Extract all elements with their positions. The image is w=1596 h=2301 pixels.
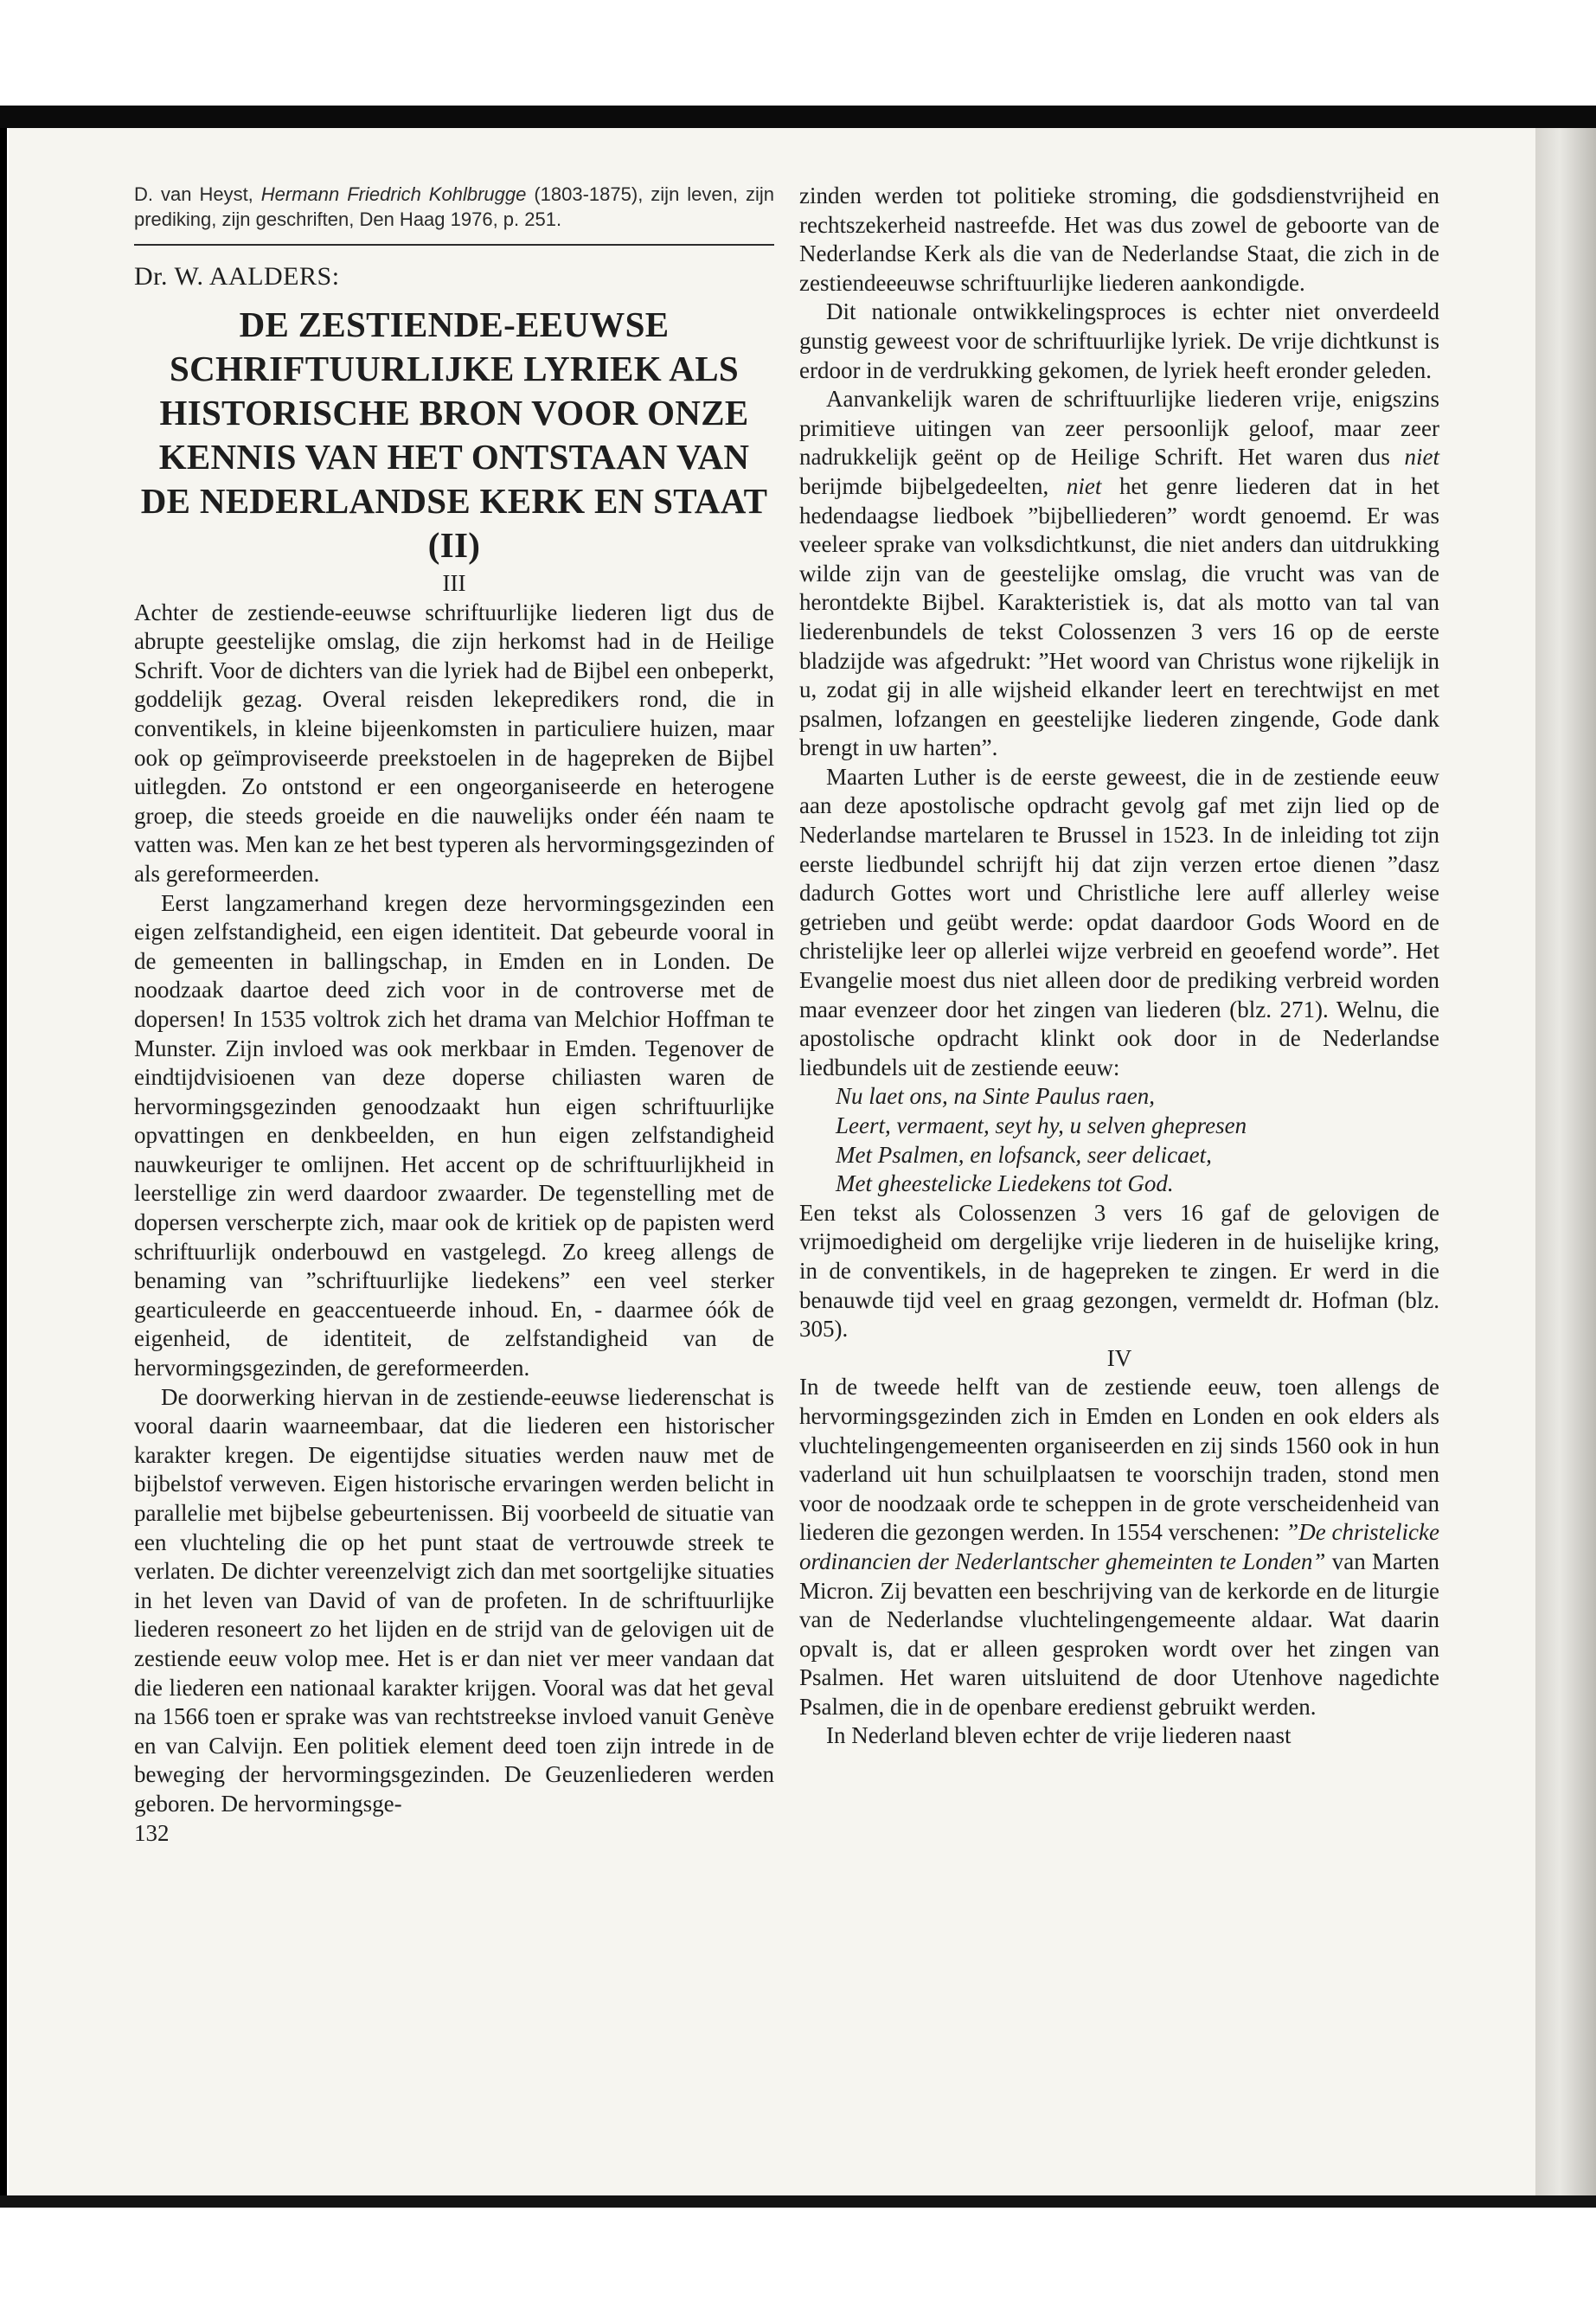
paragraph: Een tekst als Colossenzen 3 vers 16 gaf de gelovigen de vrijmoedigheid om dergelijke vrije liederen in de huiselijke kring, in de conventikels, in de hagepreken te zingen. Er werd in die benauwde tijd veel en graag gezongen, vermeldt dr. Hofman (blz. 305). — [799, 1199, 1439, 1343]
paragraph: Achter de zestiende-eeuwse schriftuurlijke liederen ligt dus de abrupte geestelijke omslag, die zijn herkomst had in de Heilige Schrift. Voor de dichters van die lyriek had de Bijbel een onbeperkt, goddelijk gezag. Overal reisden lekepredikers rond, die in conventikels, in kleine bijeenkomsten in particuliere huizen, maar ook op geïmproviseerde preekstoelen in de hagepreken de Bijbel uitlegden. Zo ontstond er een ongeorganiseerde en heterogene groep, die steeds groeide en die nauwelijks onder één naam te vatten was. Men kan ze het best typeren als hervormingsgezinden of als gereformeerden. — [134, 599, 774, 887]
paragraph: zinden werden tot politieke stroming, die godsdienstvrijheid en rechtszekerheid nastreefde. Het was dus zowel de geboorte van de Nederlandse Kerk als die van de Nederlandse Staat, die zich in de zestiendeeeuwse schriftuurlijke liederen aankondigde. — [799, 183, 1439, 296]
left-column — [134, 182, 774, 1848]
article-title: DE ZESTIENDE-EEUWSE SCHRIFTUURLIJKE LYRIEK ALS HISTORISCHE BRON VOOR ONZE KENNIS VAN HET ONTSTAAN VAN DE NEDERLANDSE KERK EN STAAT (II) — [140, 304, 768, 565]
page-number: 132 — [134, 1819, 170, 1846]
article-author: Dr. W. AALDERS: — [134, 262, 340, 291]
poem-line: Leert, vermaent, seyt hy, u selven ghepresen — [836, 1112, 1247, 1138]
previous-article-reference: D. van Heyst, Hermann Friedrich Kohlbrugge (1803-1875), zijn leven, zijn prediking, zijn geschriften, Den Haag 1976, p. 251. — [134, 183, 774, 230]
section-heading-iii: III — [442, 570, 466, 596]
paragraph: In de tweede helft van de zestiende eeuw, toen allengs de hervormingsgezinden zich in Emden en Londen en ook elders als vluchtelingengemeenten organiseerden en zij sinds 1560 ook in hun vaderland uit hun schuilplaatsen te voorschijn traden, stond men voor de noodzaak orde te scheppen in de grote verscheidenheid van liederen die gezongen werden. In 1554 verschenen: ”De christelicke ordinancien der Nederlantscher ghemeinten te Londen” van Marten Micron. Zij bevatten een beschrijving van de kerkorde en de liturgie van de Nederlandse vluchtelingengemeente aldaar. Wat daarin opvalt is, dat er alleen gesproken wordt over het zingen van Psalmen. Het waren uitsluitend de door Utenhove nagedichte Psalmen, die in de openbare eredienst gebruikt werden. — [799, 1374, 1439, 1720]
paragraph: In Nederland bleven echter de vrije liederen naast — [826, 1722, 1292, 1749]
paragraph: Eerst langzamerhand kregen deze hervormingsgezinden een eigen zelfstandigheid, een eigen identiteit. Dat gebeurde vooral in de gemeenten in ballingschap, in Emden en in Londen. De noodzaak daartoe deed zich voor in de controverse met de dopersen! In 1535 voltrok zich het drama van Melchior Hoffman te Munster. Zijn invloed was ook merkbaar in Emden. Tegenover de eindtijdvisioenen van deze doperse chiliasten waren de hervormingsgezinden genoodzaakt hun eigen schriftuurlijke opvattingen en denkbeelden, en hun eigen zelfstandigheid nauwkeuriger te omlijnen. Het accent op de schriftuurlijkheid in leerstellige zin werd daardoor zwaarder. De tegenstelling met de dopersen verscherpte zich, maar ook de kritiek op de papisten werd schriftuurlijk onderbouwd en vastgelegd. Zo kreeg allengs de benaming van ”schriftuurlijke liedekens” een veel sterker gearticuleerde en geaccentueerde inhoud. En, - daarmee óók de eigenheid, de identiteit, de zelfstandigheid van de hervormingsgezinden, de gereformeerden. — [134, 889, 774, 1381]
paragraph: Maarten Luther is de eerste geweest, die in de zestiende eeuw aan deze apostolische opdracht gevolg gaf met zijn lied op de Nederlandse martelaren te Brussel in 1523. In de inleiding tot zijn eerste liedbundel schrijft hij dat zijn verzen ertoe dienen ”dasz dadurch Gottes wort und Christliche lere auff allerley weise getrieben und geübt werde: opdat daardoor Gods Woord en de christelijke leer op allerlei wijze verbreid en geoefend worde”. Het Evangelie moest dus niet alleen door de prediking verbreid worden maar evenzeer door het zingen van liederen (blz. 271). Welnu, die apostolische opdracht klinkt ook door in de Nederlandse liedbundels uit de zestiende eeuw: — [799, 763, 1439, 1080]
poem-line: Met gheestelicke Liedekens tot God. — [836, 1170, 1174, 1197]
separator-rule — [134, 244, 774, 246]
scan-border-bottom — [0, 2195, 1596, 2208]
paragraph: Aanvankelijk waren de schriftuurlijke liederen vrije, enigszins primitieve uitingen van zeer persoonlijk geloof, maar zeer nadrukkelijk geënt op de Heilige Schrift. Het waren dus niet berijmde bijbelgedeelten, niet het genre liederen dat in het hedendaagse liedboek ”bijbelliederen” wordt genoemd. Er was veeleer sprake van volksdichtkunst, die niet anders dan uitdrukking wilde zijn van de geestelijke omslag, die vrucht was van de herontdekte Bijbel. Karakteristiek is, dat als motto van tal van liederenbundels de tekst Colossenzen 3 vers 16 op de eerste bladzijde was afgedrukt: ”Het woord van Christus wone rijkelijk in u, zodat gij in alle wijsheid elkander leert en terechtwijst en met psalmen, lofzangen en geestelijke liederen zingende, Gode dank brengt in uw harten”. — [799, 386, 1439, 761]
poem-line: Nu laet ons, na Sinte Paulus raen, — [836, 1083, 1155, 1110]
scan-border-left — [0, 128, 7, 2195]
poem-line: Met Psalmen, en lofsanck, seer delicaet, — [836, 1141, 1212, 1168]
poem-quotation — [836, 1082, 1439, 1198]
paragraph: Dit nationale ontwikkelingsproces is echter niet onverdeeld gunstig geweest voor de schriftuurlijke lyriek. De vrije dichtkunst is erdoor in de verdrukking gekomen, de lyriek heeft eronder geleden. — [799, 298, 1439, 383]
right-column — [799, 182, 1439, 1751]
page-edge-shadow — [1535, 128, 1596, 2195]
section-heading-iv: IV — [1106, 1344, 1132, 1371]
paragraph: De doorwerking hiervan in de zestiende-eeuwse liederenschat is vooral daarin waarneembaar, dat die liederen een historischer karakter kregen. De eigentijdse situaties werden nauw met de bijbelstof verweven. Eigen historische ervaringen werden belicht in parallelie met bijbelse gebeurtenissen. Bij voorbeeld de situatie van een vluchteling die op het punt staat de vertrouwde streek te verlaten. De dichter vereenzelvigt zich dan met soortgelijke situaties in het leven van David of van de profeten. In de schriftuurlijke liederen resoneert zo het lijden en de strijd van de gelovigen uit de zestiende eeuw volop mee. Het is er dan niet ver meer vandaan dat die liederen een nationaal karakter krijgen. Vooral was dat het geval na 1566 toen er sprake was van rechtstreekse invloed vanuit Genève en van Calvijn. Een politiek element deed toen zijn intrede in de beweging der hervormingsgezinden. De Geuzenliederen werden geboren. De hervormingsge- — [134, 1383, 774, 1817]
scan-border-top — [0, 106, 1596, 128]
